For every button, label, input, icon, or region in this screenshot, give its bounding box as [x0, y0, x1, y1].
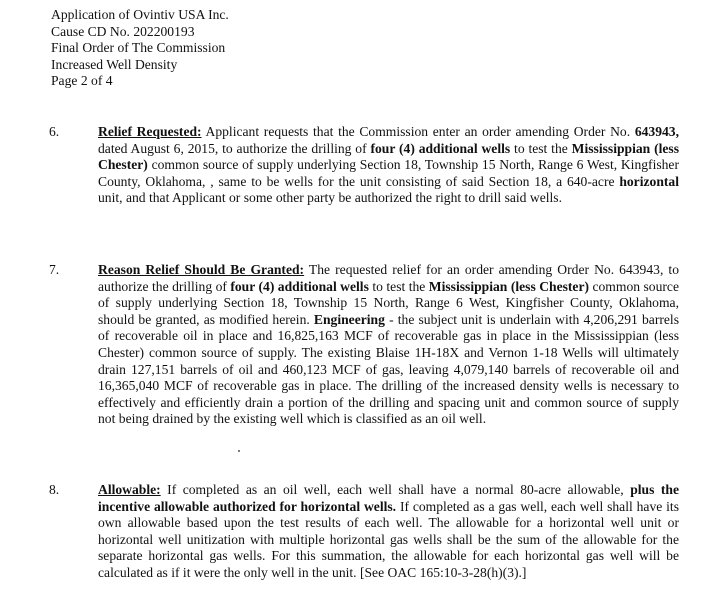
incentive-allowable: plus the incentive allowable authorized for horizontal wells. — [98, 482, 679, 514]
unit-type: horizontal — [619, 173, 679, 189]
scan-speck — [238, 450, 240, 452]
paragraph-body — [98, 262, 679, 428]
paragraph-text: common source of supply underlying Section 18, Township 15 North, Range 6 West, Kingfisher County, Oklahoma, , same to be wells for the unit consisting of said Section 18, a 640-acre — [98, 157, 679, 189]
paragraph-text: Applicant requests that the Commission enter an order amending Order No. — [201, 124, 635, 139]
paragraph-heading: Reason Relief Should Be Granted: — [98, 262, 305, 277]
header-order-title: Final Order of The Commission — [51, 40, 226, 56]
paragraph-body — [98, 482, 679, 582]
paragraph-text: to test the — [510, 140, 572, 156]
paragraph-number: 6. — [49, 124, 60, 139]
paragraph-number: 7. — [49, 262, 60, 277]
paragraph-text: to test the — [368, 278, 429, 294]
formation-name: Mississippian (less Chester) — [428, 278, 590, 294]
header-cause-number: Cause CD No. 202200193 — [51, 23, 195, 39]
order-number: 643943, — [634, 124, 679, 139]
formation-name: Mississippian (less Chester) — [98, 140, 679, 173]
paragraph-number: 8. — [49, 482, 60, 497]
well-count: four (4) additional wells — [370, 140, 511, 156]
paragraph-text: common source of supply underlying Section 18, Township 15 North, Range 6 West, Kingfisher County, Oklahoma, should be granted, as modified herein. — [98, 278, 679, 327]
paragraph-text: - the subject unit is underlain with 4,206,291 barrels of recoverable oil in place and 16,825,163 MCF of recoverable gas in place in the Mississippian (less Chester) common source of supply. The existing Blaise 1H-18X and Vernon 1-18 Wells will ultimately drain 127,151 barrels of oil and 460,123 MCF of gas, leaving 4,079,140 barrels of recoverable oil and 16,365,040 MCF of recoverable gas in place. The drilling of the increased density wells is necessary to effectively and efficiently drain a portion of the drilling and spacing unit and common source of supply not being drained by the existing well which is classified as an oil well. — [98, 311, 679, 427]
well-count: four (4) additional wells — [230, 278, 369, 294]
header-page-number: Page 2 of 4 — [51, 73, 113, 89]
paragraph-text: The requested relief for an order amending Order No. 643943, to authorize the drilling of — [98, 262, 679, 294]
paragraph-heading: Allowable: — [98, 482, 161, 497]
paragraph-text: If completed as an oil well, each well shall have a normal 80-acre allowable, — [160, 482, 631, 497]
header-applicant: Application of Ovintiv USA Inc. — [51, 7, 229, 22]
paragraph-text: dated August 6, 2015, to authorize the drilling of — [98, 140, 371, 156]
paragraph-body — [98, 124, 679, 207]
document-header — [51, 7, 229, 90]
paragraph-text: unit, and that Applicant or some other party be authorized the right to drill said wells. — [98, 190, 562, 206]
header-subject: Increased Well Density — [51, 56, 178, 72]
paragraph-heading: Relief Requested: — [98, 124, 202, 139]
paragraph-text: If completed as a gas well, each well shall have its own allowable based upon the test results of each well. The allowable for a horizontal well unit or horizontal well unitization with multiple horizontal gas wells shall be the sum of the allowable for the separate horizontal gas wells. For this summation, the allowable for each horizontal gas well will be calculated as if it were the only well in the unit. [See OAC 165:10-3-28(h)(3).] — [98, 498, 679, 580]
engineering-label: Engineering — [313, 311, 385, 327]
